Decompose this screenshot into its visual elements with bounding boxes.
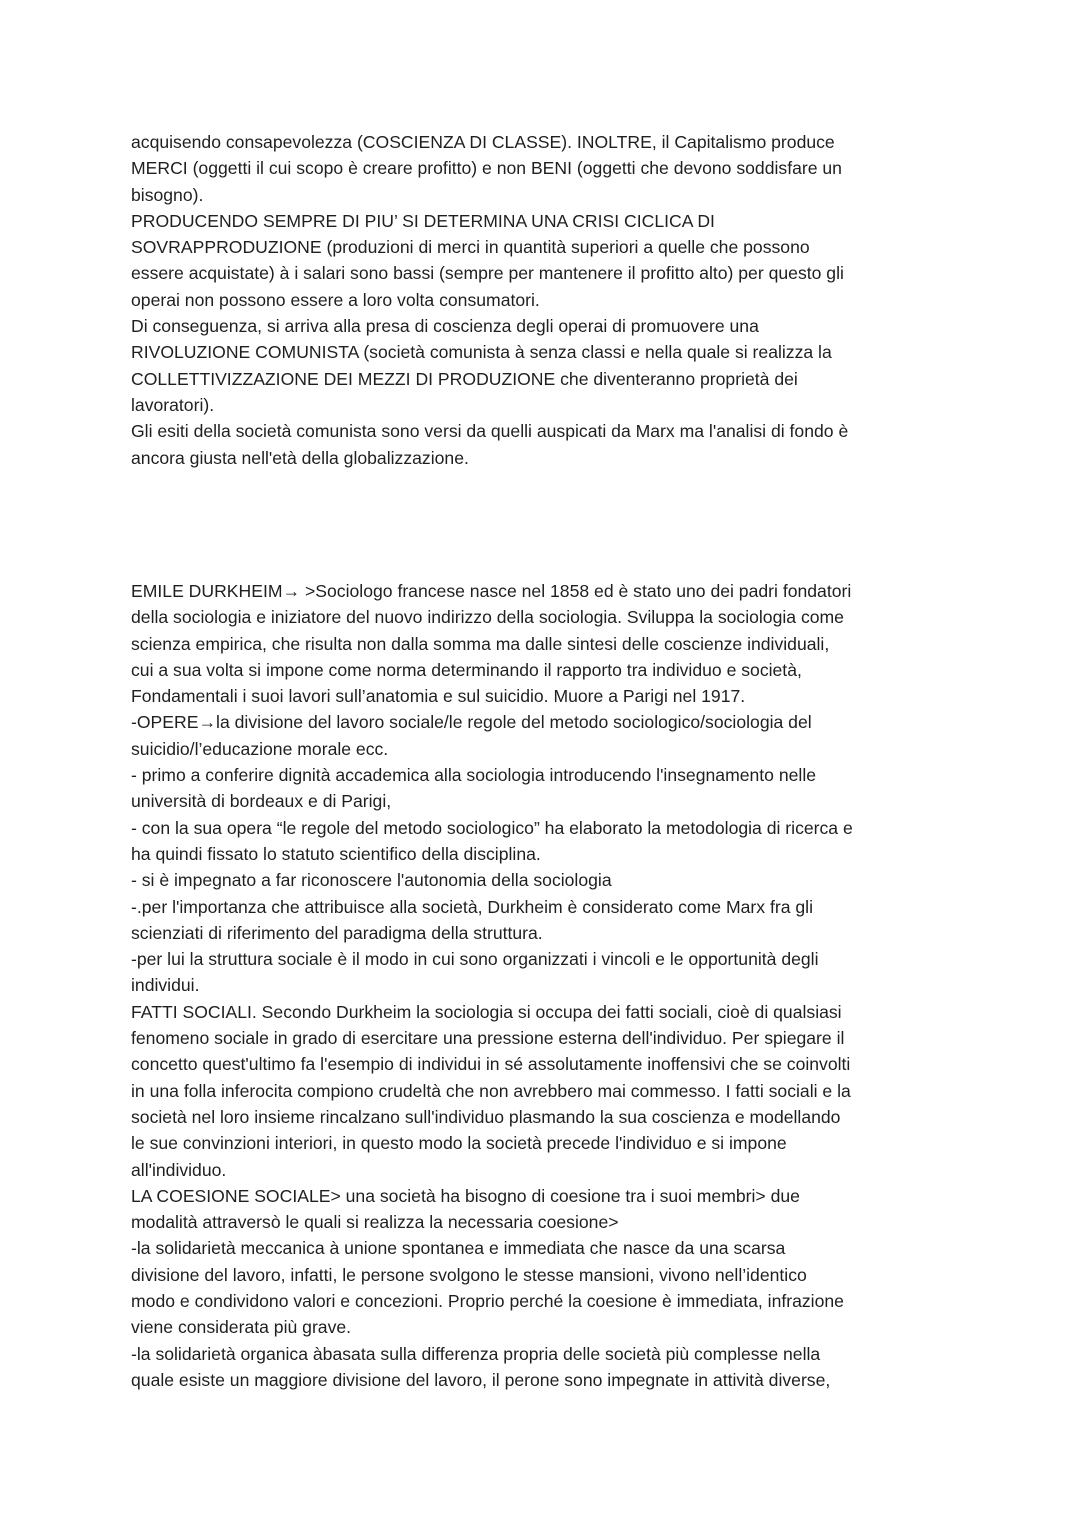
text-line: le sue convinzioni interiori, in questo modo la società precede l'individuo e si impone	[131, 1133, 787, 1154]
text-line: ha quindi fissato lo statuto scientifico della disciplina.	[131, 843, 541, 864]
text-line: -.per l'importanza che attribuisce alla società, Durkheim è considerato come Marx fra gli	[131, 896, 813, 917]
text-line: concetto quest'ultimo fa l'esempio di individui in sé assolutamente inoffensivi che se coinvolti	[131, 1054, 851, 1075]
text-line: fenomeno sociale in grado di esercitare una pressione esterna dell'individuo. Per spiegare il	[131, 1028, 845, 1049]
text-line: suicidio/l’educazione morale ecc.	[131, 738, 389, 759]
marx-section	[131, 129, 961, 471]
durkheim-section	[131, 578, 961, 1393]
text-line: in una folla inferocita compiono crudeltà che non avrebbero mai commesso. I fatti sociali e la	[131, 1080, 851, 1101]
text-line: quale esiste un maggiore divisione del lavoro, il perone sono impegnate in attività diverse,	[131, 1369, 831, 1390]
text-line: modalità attraversò le quali si realizza la necessaria coesione>	[131, 1212, 619, 1233]
text-line: essere acquistate) à i salari sono bassi (sempre per mantenere il profitto alto) per questo gli	[131, 263, 844, 284]
text-line: viene considerata più grave.	[131, 1317, 352, 1338]
text-line: ancora giusta nell'età della globalizzazione.	[131, 447, 469, 468]
text-line: scienziati di riferimento del paradigma della struttura.	[131, 922, 543, 943]
text-line: della sociologia e iniziatore del nuovo indirizzo della sociologia. Sviluppa la sociologia come	[131, 607, 844, 628]
text-line: cui a sua volta si impone come norma determinando il rapporto tra individuo e società,	[131, 659, 802, 680]
text-line: MERCI (oggetti il cui scopo è creare profitto) e non BENI (oggetti che devono soddisfare un	[131, 158, 842, 179]
text-line: Gli esiti della società comunista sono versi da quelli auspicati da Marx ma l'analisi di fondo è	[131, 421, 849, 442]
text-line: -la solidarietà meccanica à unione spontanea e immediata che nasce da una scarsa	[131, 1238, 786, 1259]
text-line: PRODUCENDO SEMPRE DI PIU’ SI DETERMINA UNA CRISI CICLICA DI	[131, 210, 715, 231]
text-line: SOVRAPPRODUZIONE (produzioni di merci in quantità superiori a quelle che possono	[131, 237, 810, 258]
text-line: COLLETTIVIZZAZIONE DEI MEZZI DI PRODUZIONE che diventeranno proprietà dei	[131, 368, 798, 389]
text-line: Di conseguenza, si arriva alla presa di coscienza degli operai di promuovere una	[131, 316, 759, 337]
text-line: -la solidarietà organica àbasata sulla differenza propria delle società più complesse nella	[131, 1343, 821, 1364]
text-line: -OPERE→la divisione del lavoro sociale/le regole del metodo sociologico/sociologia del	[131, 712, 812, 733]
text-line: individui.	[131, 975, 200, 996]
text-line: acquisendo consapevolezza (COSCIENZA DI CLASSE). INOLTRE, il Capitalismo produce	[131, 132, 835, 152]
text-line: università di bordeaux e di Parigi,	[131, 791, 392, 812]
text-line: FATTI SOCIALI. Secondo Durkheim la sociologia si occupa dei fatti sociali, cioè di qualsiasi	[131, 1001, 842, 1022]
text-line: LA COESIONE SOCIALE> una società ha bisogno di coesione tra i suoi membri> due	[131, 1185, 800, 1206]
text-line: - primo a conferire dignità accademica alla sociologia introducendo l'insegnamento nelle	[131, 765, 817, 786]
text-line: RIVOLUZIONE COMUNISTA (società comunista à senza classi e nella quale si realizza la	[131, 342, 832, 363]
text-line: lavoratori).	[131, 394, 215, 415]
text-line: Fondamentali i suoi lavori sull’anatomia e sul suicidio. Muore a Parigi nel 1917.	[131, 686, 746, 707]
text-line: all'individuo.	[131, 1159, 227, 1180]
text-line: società nel loro insieme rincalzano sull'individuo plasmando la sua coscienza e modellando	[131, 1106, 841, 1127]
text-line: bisogno).	[131, 184, 204, 205]
text-line: -per lui la struttura sociale è il modo in cui sono organizzati i vincoli e le opportunità degli	[131, 949, 819, 970]
text-line: operai non possono essere a loro volta consumatori.	[131, 289, 540, 310]
text-line: divisione del lavoro, infatti, le persone svolgono le stesse mansioni, vivono nell’identico	[131, 1264, 807, 1285]
text-line: - con la sua opera “le regole del metodo sociologico” ha elaborato la metodologia di ricerca e	[131, 817, 853, 838]
text-line: scienza empirica, che risulta non dalla somma ma dalle sintesi delle coscienze individuali,	[131, 633, 830, 654]
text-line: - si è impegnato a far riconoscere l'autonomia della sociologia	[131, 870, 612, 891]
text-line: modo e condividono valori e concezioni. Proprio perché la coesione è immediata, infrazione	[131, 1291, 844, 1312]
section-heading-line: EMILE DURKHEIM→ >Sociologo francese nasce nel 1858 ed è stato uno dei padri fondatori	[131, 581, 852, 601]
